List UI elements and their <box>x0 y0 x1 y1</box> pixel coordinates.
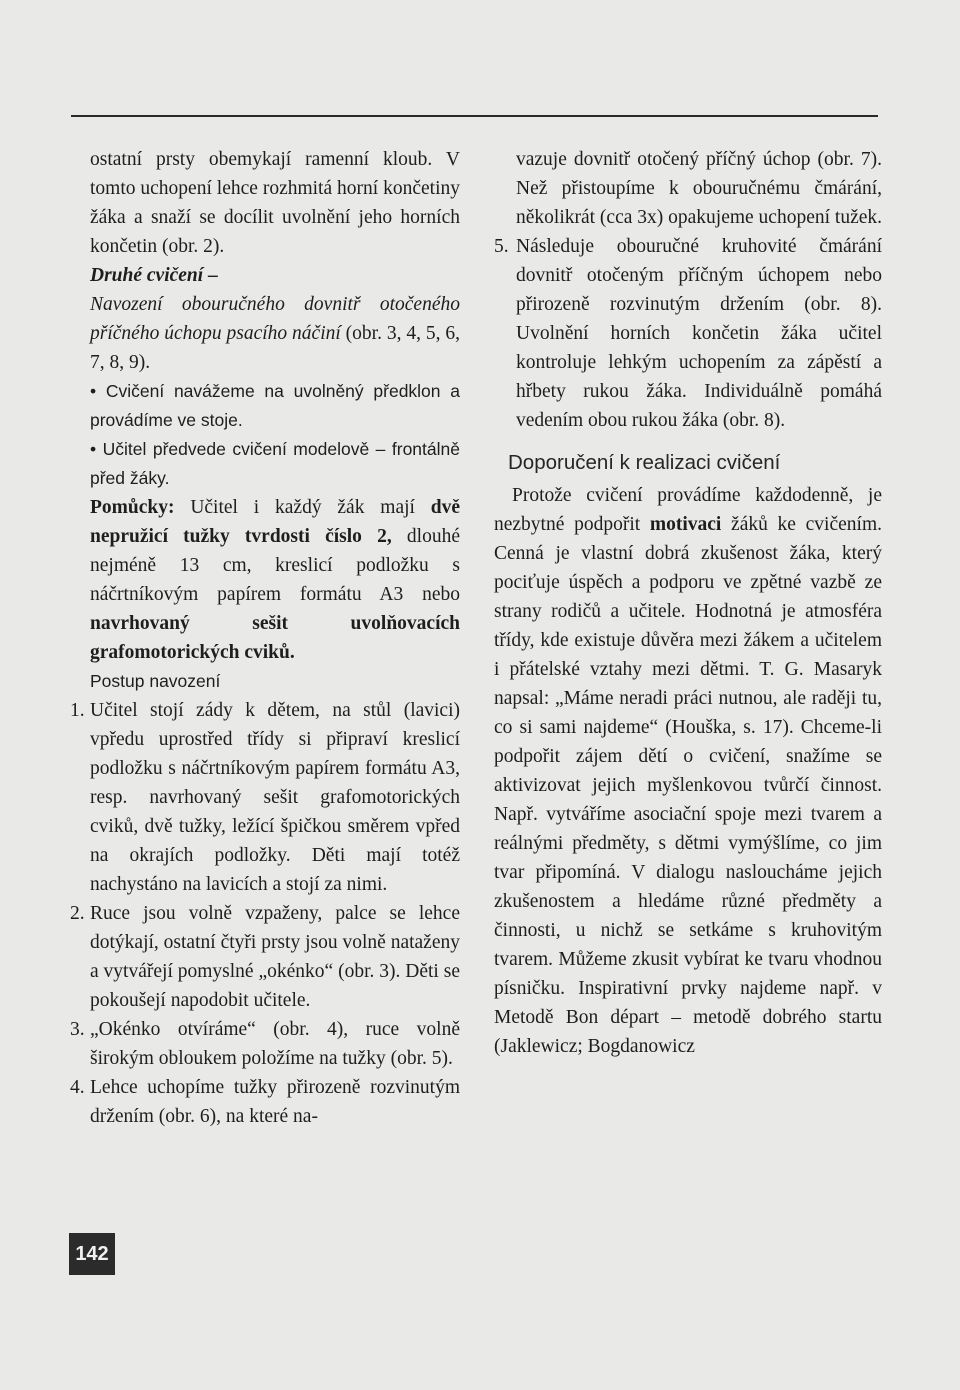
paragraph-bold-text: motivaci <box>649 514 722 535</box>
top-rule <box>71 115 878 117</box>
step-text: „Okénko otvíráme“ (obr. 4), ruce volně širokým obloukem položíme na tužky (obr. 5). <box>90 1019 460 1069</box>
bullet-item: • Cvičení navážeme na uvolněný předklon a provádíme ve stoje. <box>90 381 460 430</box>
right-column <box>494 145 882 1061</box>
bullet-item: • Učitel předvede cvičení modelově – frontálně před žáky. <box>90 439 460 488</box>
exercise-2-subtitle: Navození obouručného dovnitř otočeného příčného úchopu psacího náčiní <box>90 294 460 344</box>
section-heading: Doporučení k realizaci cvičení <box>508 451 781 474</box>
procedure-step <box>70 1015 460 1073</box>
procedure-step <box>494 232 882 435</box>
paragraph-text: žáků ke cvičením. Cenná je vlastní dobrá zkušenost žáka, který pociťuje úspěch a podporu ve zpětné vazbě ze strany rodičů a učitele. Hodnotná je atmosféra třídy, kde existuje důvěra mezi žákem a učitelem i přátelské vztahy mezi dětmi. T. G. Masaryk napsal: „Máme neradi práci nutnou, ale raději tu, co si sami najdeme“ (Houška, s. 17). Chceme-li podpořit zájem dětí o cvičení, snažíme se aktivizovat jejich myšlenkovou tvůrčí činnost. Např. vytváříme asociační spoje mezi tvarem a reálnými předměty, s dětmi vymýšlíme, co jim tvar připomíná. V dialogu nasloucháme jejich zkušenostem a hledáme různé předměty a činnosti, u nichž se setkáme s kruhovitým tvarem. Můžeme zkusit vybírat ke tvaru vhodnou písničku. Inspirativní prvky najdeme např. v Metodě Bon départ – metodě dobrého startu (Jaklewicz; Bogdanowicz <box>494 514 882 1057</box>
paragraph-intro: ostatní prsty obemykají ramenní kloub. V tomto uchopení lehce rozhmitá horní končetiny žáka a snaží se docílit uvolnění jeho horních končetin (obr. 2). <box>90 149 460 257</box>
aids-bold-text: navrhovaný sešit uvolňovacích grafomotorických cviků. <box>90 613 460 663</box>
aids-text: Učitel i každý žák mají <box>174 497 431 518</box>
step-text: Lehce uchopíme tužky přirozeně rozvinutým držením (obr. 6), na které na- <box>90 1077 460 1127</box>
step-number: 2. <box>70 903 85 924</box>
procedure-step <box>70 1073 460 1131</box>
exercise-2-title: Druhé cvičení – <box>90 265 218 286</box>
aids-bold-text: dvě nepružicí tužky tvrdosti číslo 2, <box>90 497 460 547</box>
step-text: Učitel stojí zády k dětem, na stůl (lavici) vpředu uprostřed třídy si připraví kreslicí podložku s náčrtníkovým papírem formátu A3, resp. navrhovaný sešit grafomotorických cviků, dvě tužky, ležící špičkou směrem vpřed na okrajích podložky. Děti mají totéž nachystáno na lavicích a stojí za nimi. <box>90 700 460 895</box>
procedure-step <box>70 696 460 899</box>
paragraph-text: Protože cvičení provádíme každodenně, je nezbytné podpořit <box>494 485 882 535</box>
step-number: 5. <box>494 236 509 257</box>
left-column <box>70 145 461 1131</box>
aids-text: dlouhé nejméně 13 cm, kreslicí podložku s náčrtníkovým papírem formátu A3 nebo <box>90 526 461 605</box>
aids-label: Pomůcky: <box>90 497 175 518</box>
aids-paragraph <box>90 493 460 667</box>
exercise-2-figure-ref: (obr. 3, 4, 5, 6, 7, 8, 9). <box>90 323 460 373</box>
step-text: Následuje obouručné kruhovité čmárání dovnitř otočeným příčným úchopem nebo přirozeně rozvinutým držením (obr. 8). Uvolnění horních končetin žáka učitel kontroluje lehkým uchopením za zápěstí a hřbety rukou žáka. Individuálně pomáhá vedením obou rukou žáka (obr. 8). <box>516 236 882 431</box>
procedure-step <box>70 899 460 1015</box>
step-number: 3. <box>70 1019 85 1040</box>
step-4-continuation: vazuje dovnitř otočený příčný úchop (obr. 7). Než přistoupíme k obouručnému čmárání, několikrát (cca 3x) opakujeme uchopení tužek. <box>516 149 883 228</box>
page-number: 142 <box>69 1233 115 1275</box>
exercise-2-heading <box>90 261 460 377</box>
step-text: Ruce jsou volně vzpaženy, palce se lehce dotýkají, ostatní čtyři prsty jsou volně nataženy a vytvářejí pomyslné „okénko“ (obr. 3). Děti se pokoušejí napodobit učitele. <box>90 903 460 1011</box>
procedure-label: Postup navození <box>90 671 221 691</box>
step-number: 1. <box>70 700 85 721</box>
recommendation-paragraph <box>494 481 882 1061</box>
step-number: 4. <box>70 1077 85 1098</box>
